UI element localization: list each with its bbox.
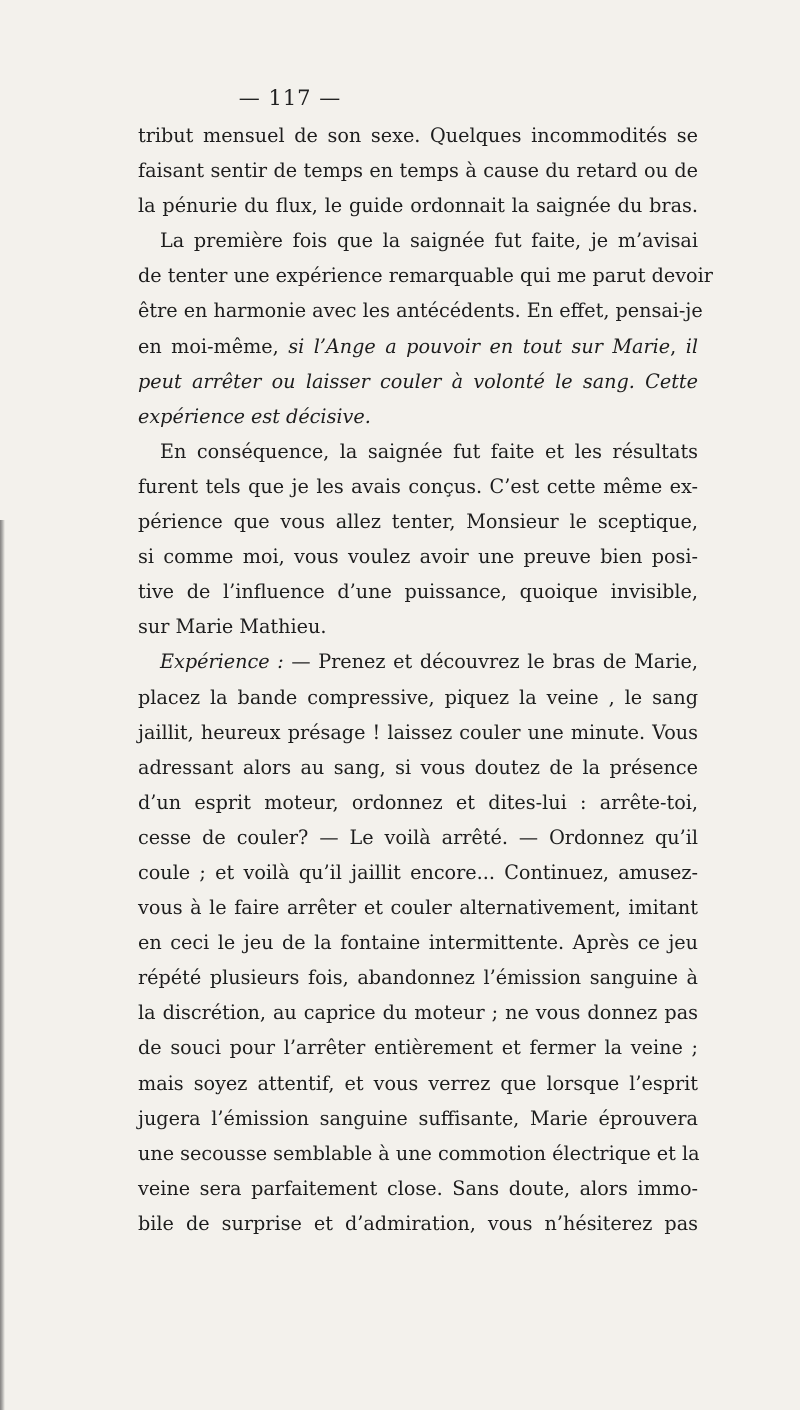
text-segment: en moi-même, [138,334,289,358]
text-line: tribut mensuel de son sexe. Quelques incommodités se [138,124,698,147]
text-line: la discrétion, au caprice du moteur ; ne vous donnez pas [138,1001,698,1025]
italic-segment: il [685,334,698,358]
page-number: — 117 — [238,86,342,110]
text-line: furent tels que je les avais conçus. C’est cette même ex- [138,474,698,498]
text-line: adressant alors au sang, si vous doutez de la présence [138,755,698,779]
text-line: en ceci le jeu de la fontaine intermittente. Après ce jeu [138,931,698,955]
text-segment: , [670,334,686,358]
binding-edge [0,520,5,1410]
text-line: mais soyez attentif, et vous verrez que lorsque l’esprit [138,1071,698,1095]
text-line: La première fois que la saignée fut faite, je m’avisai [160,229,698,253]
text-line: jaillit, heureux présage ! laissez couler une minute. Vous [138,720,698,744]
text-line: périence que vous allez tenter, Monsieur le sceptique, [138,510,698,534]
text-line: être en harmonie avec les antécédents. En effet, pensai-je [138,299,703,323]
text-line: la pénurie du flux, le guide ordonnait la saignée du bras. [138,194,698,218]
text-line: bile de surprise et d’admiration, vous n’hésiterez pas [138,1211,698,1235]
text-line: tive de l’influence d’une puissance, quoique invisible, [138,580,698,604]
italic-segment: Expérience : [160,650,284,674]
text-line: si comme moi, vous voulez avoir une preuve bien posi- [138,545,698,569]
text-line: placez la bande compressive, piquez la veine , le sang [138,685,698,709]
text-line: vous à le faire arrêter et couler alternativement, imitant [138,896,698,920]
text-segment: — Prenez et découvrez le bras de Marie, [283,650,698,674]
body-text [138,118,713,1241]
text-line: sur Marie Mathieu. [138,615,327,639]
text-line: cesse de couler? — Le voilà arrêté. — Ordonnez qu’il [138,825,698,849]
text-line: de souci pour l’arrêter entièrement et fermer la veine ; [138,1036,698,1060]
italic-segment: si l’Ange a pouvoir en tout sur Marie [288,334,671,358]
text-line: jugera l’émission sanguine suffisante, Marie éprouvera [138,1106,698,1130]
text-line: de tenter une expérience remarquable qui me parut devoir [138,264,713,288]
text-line: d’un esprit moteur, ordonnez et dites-lui : arrête-toi, [138,790,698,814]
text-line: répété plusieurs fois, abandonnez l’émission sanguine à [138,966,698,990]
text-line: expérience est décisive. [138,404,371,428]
text-line: peut arrêter ou laisser couler à volonté le sang. Cette [138,369,698,393]
text-line [138,329,698,364]
text-line: une secousse semblable à une commotion électrique et la [138,1141,700,1165]
text-line: En conséquence, la saignée fut faite et les résultats [160,439,698,463]
text-line: veine sera parfaitement close. Sans doute, alors immo- [138,1176,698,1200]
text-line: coule ; et voilà qu’il jaillit encore... Continuez, amusez- [138,860,698,884]
text-line [138,644,698,679]
text-line: faisant sentir de temps en temps à cause du retard ou de [138,159,698,183]
